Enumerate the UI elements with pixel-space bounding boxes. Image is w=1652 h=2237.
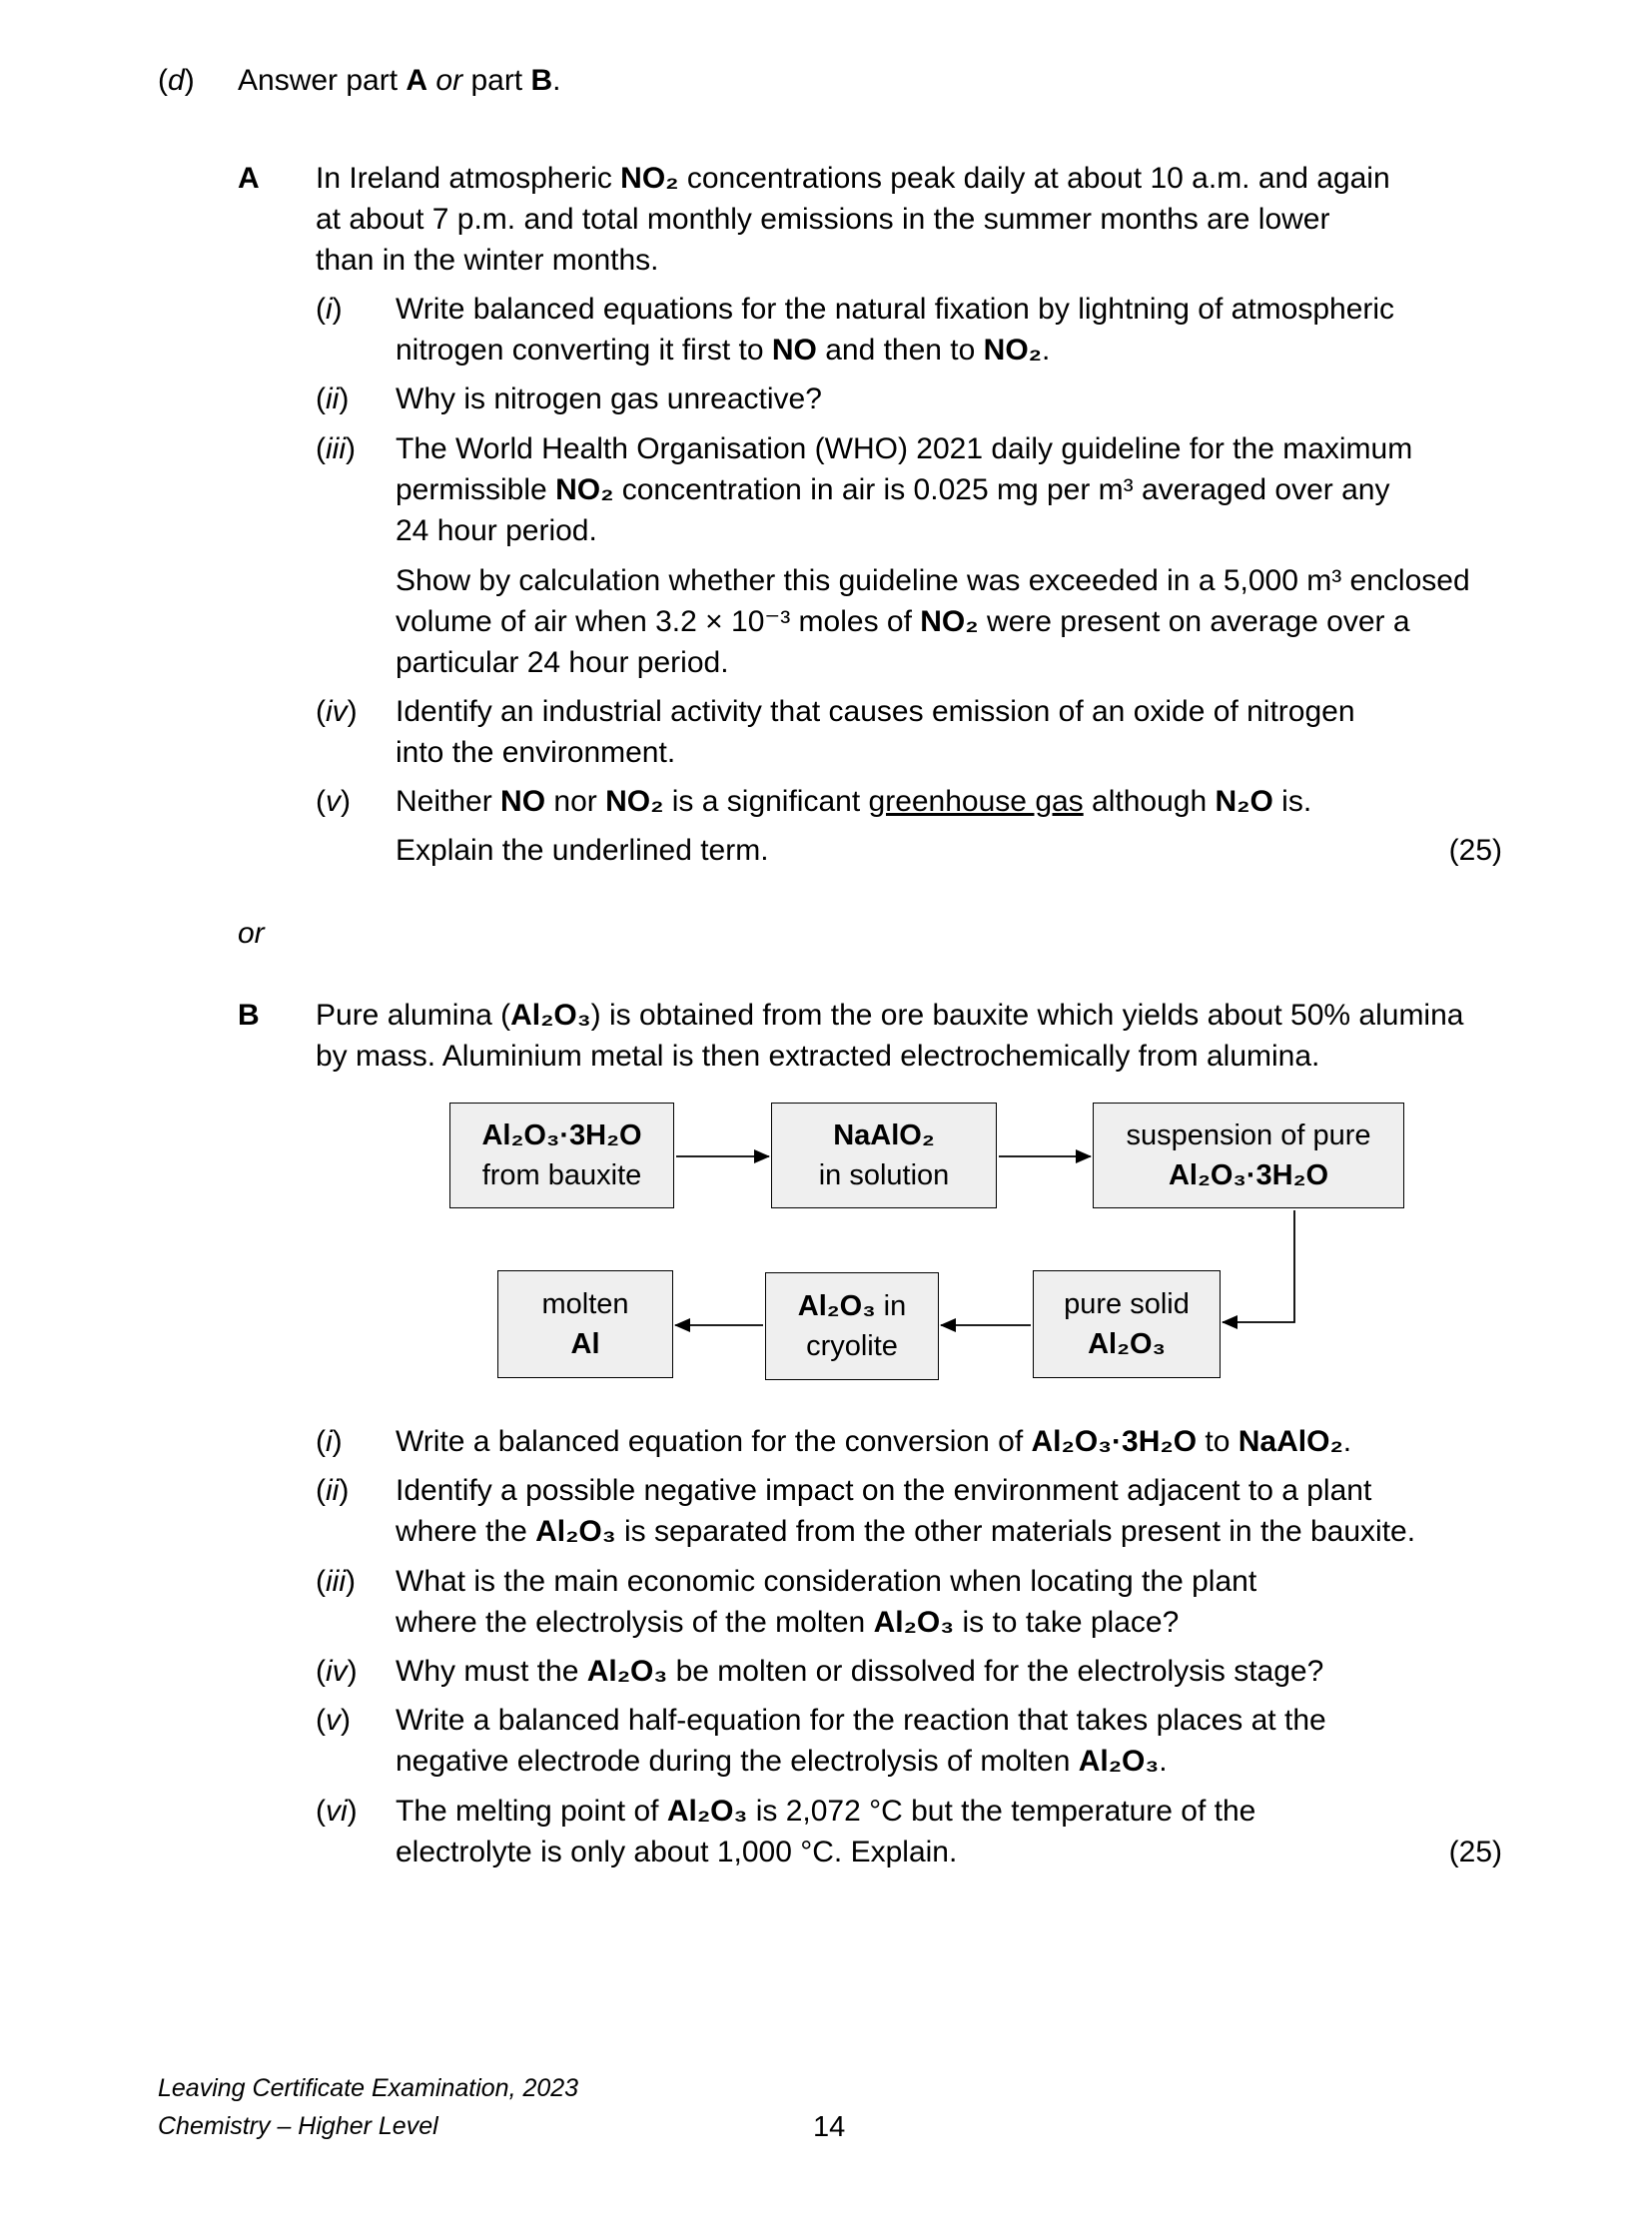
greenhouse-gas-term: greenhouse gas <box>868 785 1084 818</box>
flow-box-sodium-aluminate: NaAlO₂ in solution <box>771 1103 997 1208</box>
part-b-q-v-line: negative electrode during the electrolysis of molten Al₂O₃. <box>396 1745 1168 1778</box>
part-a-q-iv-line: Identify an industrial activity that causes emission of an oxide of nitrogen <box>396 695 1355 728</box>
part-b-intro-line: Pure alumina (Al₂O₃) is obtained from the ore bauxite which yields about 50% alumina <box>316 999 1464 1032</box>
part-b-q-iii-number: (iii) <box>316 1565 356 1598</box>
part-a-q-iv-number: (iv) <box>316 695 358 728</box>
part-a-intro-line: In Ireland atmospheric NO₂ concentrations peak daily at about 10 a.m. and again <box>316 162 1390 195</box>
part-a-q-iii-line: volume of air when 3.2 × 10⁻³ moles of NO₂ were present on average over a <box>396 605 1410 638</box>
part-a-q-ii-text: Why is nitrogen gas unreactive? <box>396 382 822 415</box>
part-b-q-v-line: Write a balanced half-equation for the reaction that takes places at the <box>396 1704 1326 1737</box>
part-b-q-vi-line: The melting point of Al₂O₃ is 2,072 °C but the temperature of the <box>396 1795 1256 1828</box>
flow-box-molten-al: molten Al <box>497 1270 673 1378</box>
part-a-q-iii-line: particular 24 hour period. <box>396 646 729 679</box>
part-a-intro-line: at about 7 p.m. and total monthly emissions in the summer months are lower <box>316 203 1330 236</box>
flow-box-pure-solid: pure solid Al₂O₃ <box>1033 1270 1221 1378</box>
flow-box-bauxite: Al₂O₃·3H₂O from bauxite <box>449 1103 674 1208</box>
part-b-q-iv-number: (iv) <box>316 1655 358 1688</box>
part-b-intro-line: by mass. Aluminium metal is then extracted electrochemically from alumina. <box>316 1040 1320 1073</box>
part-b-marks: (25) <box>1448 1836 1502 1868</box>
part-a-q-iii-line: 24 hour period. <box>396 514 597 547</box>
flow-box-cryolite: Al₂O₃ in cryolite <box>765 1272 939 1380</box>
part-b-q-vi-line: electrolyte is only about 1,000 °C. Explain. <box>396 1836 958 1868</box>
part-a-q-iii-number: (iii) <box>316 432 356 465</box>
part-a-label: A <box>238 162 260 195</box>
footer-subject: Chemistry – Higher Level <box>158 2112 438 2140</box>
part-b-q-ii-line: Identify a possible negative impact on the environment adjacent to a plant <box>396 1474 1372 1507</box>
part-a-q-v-line: Neither NO nor NO₂ is a significant greenhouse gas although N₂O is. <box>396 785 1312 818</box>
part-a-q-iii-line: Show by calculation whether this guideline was exceeded in a 5,000 m³ enclosed <box>396 564 1470 597</box>
part-a-q-v-number: (v) <box>316 785 351 818</box>
part-b-label: B <box>238 999 260 1032</box>
part-a-marks: (25) <box>1448 834 1502 867</box>
flow-box-suspension: suspension of pure Al₂O₃·3H₂O <box>1093 1103 1404 1208</box>
part-b-q-i-number: (i) <box>316 1425 343 1458</box>
part-b-q-vi-number: (vi) <box>316 1795 358 1828</box>
part-b-q-i-text: Write a balanced equation for the conversion of Al₂O₃·3H₂O to NaAlO₂. <box>396 1425 1352 1458</box>
part-b-q-ii-line: where the Al₂O₃ is separated from the other materials present in the bauxite. <box>396 1515 1416 1548</box>
part-b-q-iii-line: What is the main economic consideration when locating the plant <box>396 1565 1257 1598</box>
part-a-q-i-number: (i) <box>316 293 343 326</box>
part-a-q-iii-line: The World Health Organisation (WHO) 2021 daily guideline for the maximum <box>396 432 1413 465</box>
part-b-q-v-number: (v) <box>316 1704 351 1737</box>
part-b-q-iii-line: where the electrolysis of the molten Al₂O₃ is to take place? <box>396 1606 1180 1639</box>
part-a-q-i-line: Write balanced equations for the natural fixation by lightning of atmospheric <box>396 293 1395 326</box>
part-b-q-iv-text: Why must the Al₂O₃ be molten or dissolved for the electrolysis stage? <box>396 1655 1324 1688</box>
part-d-label: (d) <box>158 64 195 97</box>
part-a-q-ii-number: (ii) <box>316 382 350 415</box>
part-a-q-i-line: nitrogen converting it first to NO and then to NO₂. <box>396 334 1051 367</box>
part-a-q-iv-line: into the environment. <box>396 736 676 769</box>
page-number: 14 <box>813 2111 846 2143</box>
footer-exam-title: Leaving Certificate Examination, 2023 <box>158 2074 579 2102</box>
part-d-instruction: Answer part A or part B. <box>238 64 561 97</box>
part-b-q-ii-number: (ii) <box>316 1474 350 1507</box>
part-a-intro-line: than in the winter months. <box>316 244 659 277</box>
or-separator: or <box>238 917 265 950</box>
part-a-q-iii-line: permissible NO₂ concentration in air is 0.025 mg per m³ averaged over any <box>396 473 1390 506</box>
part-a-q-v-line: Explain the underlined term. <box>396 834 769 867</box>
arrow-box3-to-box4 <box>1223 1210 1294 1322</box>
